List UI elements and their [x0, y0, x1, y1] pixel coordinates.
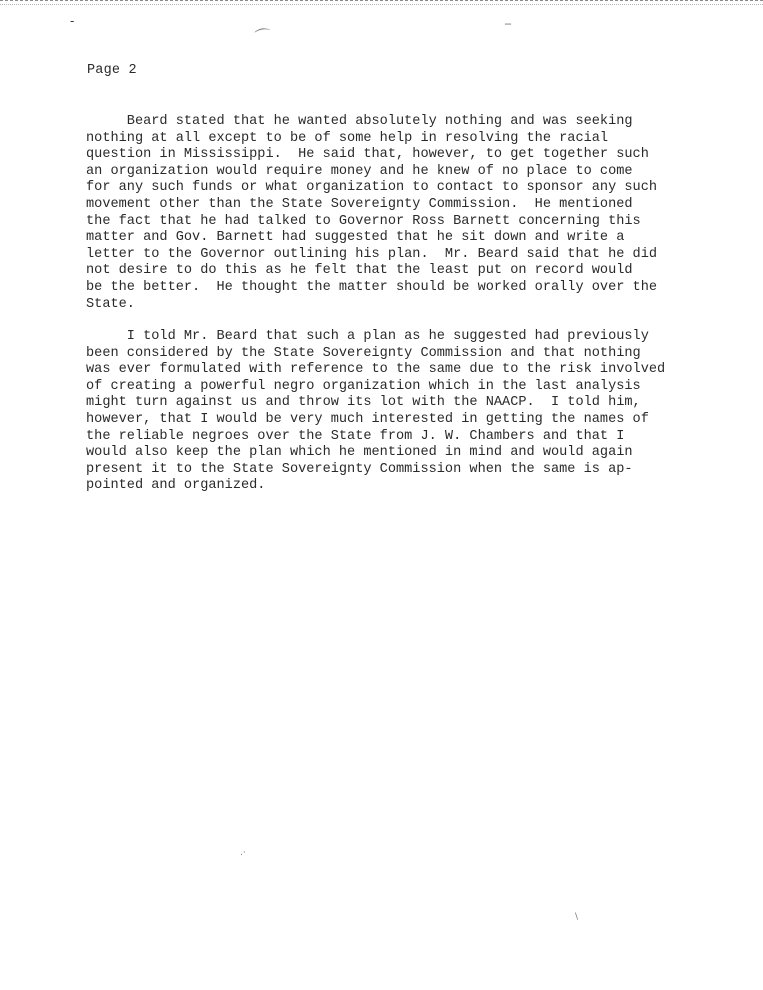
- text-line: movement other than the State Sovereignty Commission. He mentioned: [86, 196, 633, 212]
- text-line: not desire to do this as he felt that the least put on record would: [86, 263, 633, 279]
- scan-artifact: ‾: [505, 22, 511, 36]
- text-line: State.: [86, 296, 135, 312]
- scan-artifact: ⌒: [253, 25, 273, 48]
- paragraph-1: [86, 114, 657, 313]
- text-line: present it to the State Sovereignty Commission when the same is ap-: [86, 461, 633, 477]
- page-number: Page 2: [87, 63, 137, 78]
- paragraph-2: [86, 329, 665, 495]
- scan-artifact: \: [575, 912, 579, 922]
- text-line: an organization would require money and he knew of no place to come: [86, 163, 633, 179]
- text-line: nothing at all except to be of some help in resolving the racial: [86, 130, 609, 146]
- text-line: been considered by the State Sovereignty Commission and that nothing: [86, 345, 641, 361]
- text-line: however, that I would be very much interested in getting the names of: [86, 411, 649, 427]
- text-line: I told Mr. Beard that such a plan as he suggested had previously: [86, 329, 649, 344]
- text-line: matter and Gov. Barnett had suggested that he sit down and write a: [86, 230, 625, 246]
- text-line: was ever formulated with reference to the same due to the risk involved: [86, 362, 666, 378]
- text-line: might turn against us and throw its lot with the NAACP. I told him,: [86, 395, 641, 411]
- scan-top-edge: [0, 0, 763, 5]
- text-line: for any such funds or what organization to contact to sponsor any such: [86, 180, 658, 196]
- scan-artifact: .·: [240, 848, 246, 858]
- text-line: would also keep the plan which he mentioned in mind and would again: [86, 445, 633, 461]
- text-line: letter to the Governor outlining his plan. Mr. Beard said that he did: [86, 246, 658, 262]
- scan-artifact: -: [70, 14, 75, 28]
- text-line: pointed and organized.: [86, 478, 266, 494]
- text-line: the fact that he had talked to Governor Ross Barnett concerning this: [86, 213, 641, 229]
- text-line: question in Mississippi. He said that, however, to get together such: [86, 147, 649, 163]
- text-line: the reliable negroes over the State from J. W. Chambers and that I: [86, 428, 625, 444]
- text-line: of creating a powerful negro organization which in the last analysis: [86, 378, 641, 394]
- text-line: Beard stated that he wanted absolutely nothing and was seeking: [86, 114, 633, 129]
- text-line: be the better. He thought the matter should be worked orally over the: [86, 279, 658, 295]
